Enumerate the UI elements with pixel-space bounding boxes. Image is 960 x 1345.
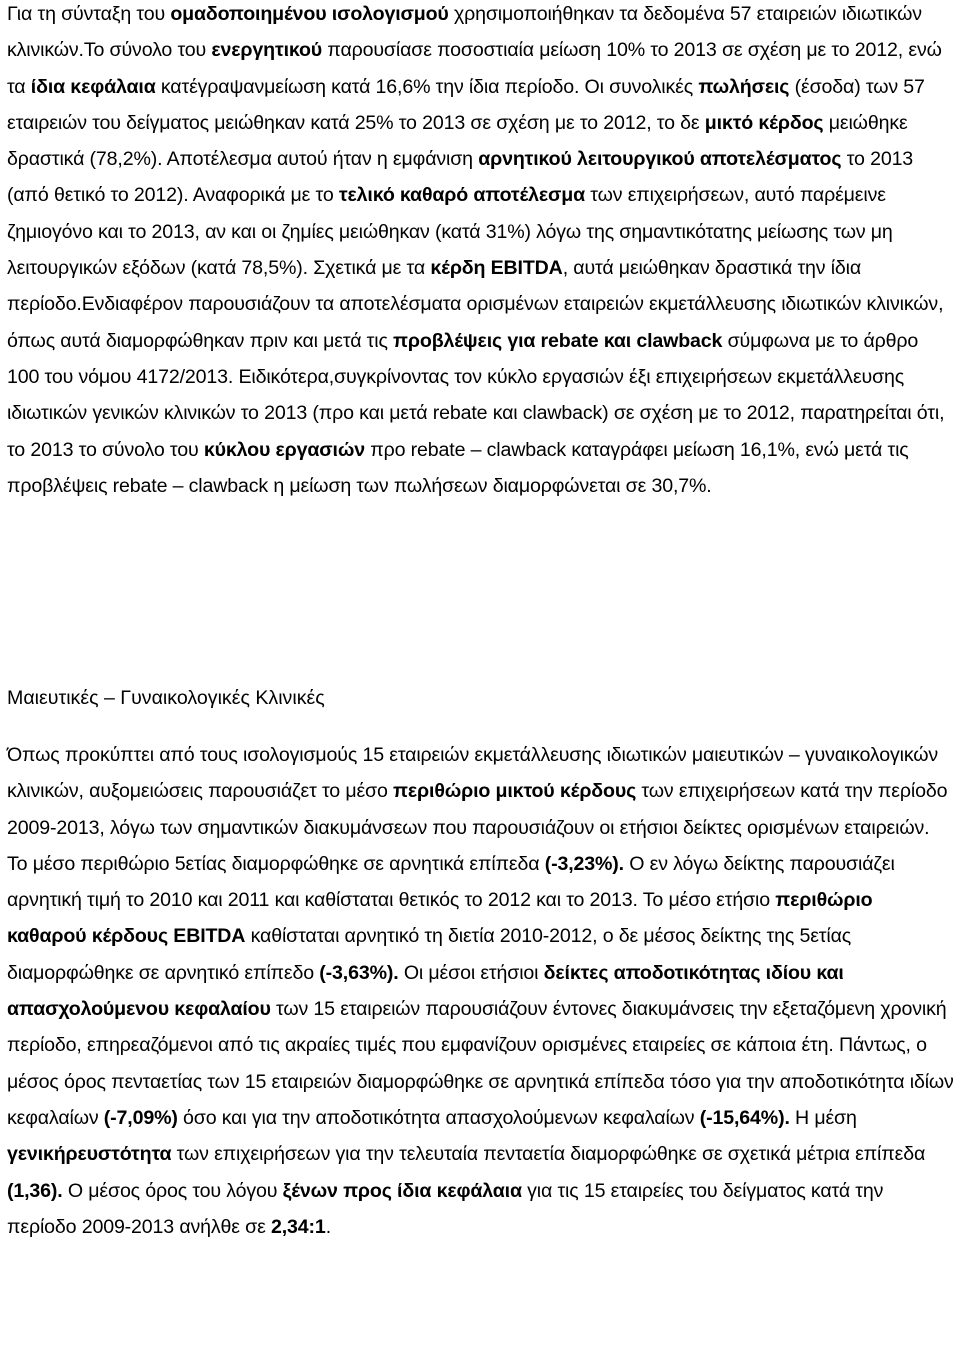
paragraph-private-clinics-balance-sheet [7, 0, 954, 504]
text-run: κατέγραψανμείωση κατά 16,6% την ίδια περίοδο. Οι συνολικές [155, 75, 699, 98]
text-run: όσο και για την αποδοτικότητα απασχολούμενων κεφαλαίων [177, 1106, 700, 1129]
text-run: Για τη σύνταξη του [7, 3, 171, 25]
text-run: Ο μέσος όρος του λόγου [62, 1179, 283, 1202]
text-run: Η μέση [789, 1106, 857, 1129]
emphasized-term: περιθώριο μικτού κέρδους [393, 780, 637, 803]
text-run: μειώθηκε δραστικά (78,2%). Αποτέλεσμα αυτού ήταν η εμφάνιση [7, 111, 908, 171]
text-run: χρησιμοποιήθηκαν τα δεδομένα 57 εταιρειών ιδιωτικών κλινικών.Το σύνολο του [7, 3, 922, 62]
text-run: των επιχειρήσεων κατά την περίοδο 2009-2013, λόγω των σημαντικών διακυμάνσεων που παρουσιάζουν οι ετήσιοι δείκτες ορισμένων εταιρειών. Το μέσο περιθώριο 5ετίας διαμορφώθηκε σε αρνητικά επίπεδα [7, 780, 948, 875]
section-heading-maternity-clinics: Μαιευτικές – Γυναικολογικές Κλινικές [7, 687, 325, 709]
text-run: . [325, 1215, 331, 1238]
paragraph-maternity-clinics-analysis [7, 737, 954, 1245]
emphasized-term: ίδια κεφάλαια [30, 75, 156, 98]
emphasized-term: ενεργητικού [211, 39, 323, 62]
emphasized-term: γενικήρευστότητα [7, 1143, 172, 1166]
emphasized-term: προβλέψεις για rebate και clawback [393, 329, 723, 352]
emphasized-term: (-3,63%). [319, 961, 399, 984]
text-run: , αυτά μειώθηκαν δραστικά την ίδια περίοδο.Ενδιαφέρον παρουσιάζουν τα αποτελέσματα ορισμένων εταιρειών εκμετάλλευσης ιδιωτικών κλινικών, όπως αυτά διαμορφώθηκαν πριν και μετά τις [7, 257, 944, 352]
text-run: των επιχειρήσεων, αυτό παρέμεινε ζημιογόνο και το 2013, αν και οι ζημίες μειώθηκαν (κατά 31%) λόγω της σημαντικότατης μείωσης των μη λειτουργικών εξόδων (κατά 78,5%). Σχετικά με τα [7, 184, 893, 280]
emphasized-term: ομαδοποιημένου ισολογισμού [170, 3, 449, 25]
emphasized-term: δείκτες αποδοτικότητας ιδίου και απασχολούμενου κεφαλαίου [7, 961, 844, 1021]
emphasized-term: τελικό καθαρό αποτέλεσμα [338, 184, 586, 207]
emphasized-term: ξένων προς ίδια κεφάλαια [282, 1179, 522, 1202]
emphasized-term: πωλήσεις [698, 75, 790, 98]
emphasized-term: περιθώριο καθαρού κέρδους EBITDA [7, 889, 873, 948]
emphasized-term: (-7,09%) [103, 1106, 178, 1129]
text-run: των επιχειρήσεων για την τελευταία πενταετία διαμορφώθηκε σε σχετικά μέτρια επίπεδα [171, 1143, 926, 1166]
text-run: σύμφωνα με το άρθρο 100 του νόμου 4172/2013. Ειδικότερα,συγκρίνοντας τον κύκλο εργασιών έξι επιχειρήσεων εκμετάλλευσης ιδιωτικών γενικών κλινικών το 2013 (προ και μετά rebate και clawback) σε σχέση με το 2012, παρατηρείται ότι, το 2013 το σύνολο του [7, 329, 945, 461]
text-run: το 2013 (από θετικό το 2012). Αναφορικά με το [7, 148, 914, 207]
text-run: παρουσίασε ποσοστιαία μείωση 10% το 2013 σε σχέση με το 2012, ενώ τα [7, 39, 942, 98]
emphasized-term: 2,34:1 [271, 1215, 326, 1238]
text-run: Οι μέσοι ετήσιοι [398, 961, 544, 984]
text-run: (έσοδα) των 57 εταιρειών του δείγματος μειώθηκαν κατά 25% το 2013 σε σχέση με το 2012, το δε [7, 75, 925, 134]
emphasized-term: (-15,64%). [699, 1106, 790, 1129]
text-run: Ο εν λόγω δείκτης παρουσιάζει αρνητική τιμή το 2010 και 2011 και καθίσταται θετικός το 2012 και το 2013. Το μέσο ετήσιο [7, 852, 895, 912]
text-run: για τις 15 εταιρείες του δείγματος κατά την περίοδο 2009-2013 ανήλθε σε [7, 1179, 884, 1238]
emphasized-term: μικτό κέρδος [704, 111, 824, 134]
text-run: προ rebate – clawback καταγράφει μείωση 16,1%, ενώ μετά τις προβλέψεις rebate – clawback η μείωση των πωλήσεων διαμορφώνεται σε 30,7%. [7, 438, 909, 497]
emphasized-term: κύκλου εργασιών [203, 438, 365, 461]
text-run: Όπως προκύπτει από τους ισολογισμούς 15 εταιρειών εκμετάλλευσης ιδιωτικών μαιευτικών – γυναικολογικών κλινικών, αυξομειώσεις παρουσιάζετ το μέσο [7, 744, 939, 803]
emphasized-term: (-3,23%). [544, 852, 624, 875]
text-run: καθίσταται αρνητικό τη διετία 2010-2012, ο δε μέσος δείκτης της 5ετίας διαμορφώθηκε σε αρνητικό επίπεδο [7, 925, 852, 984]
text-run: των 15 εταιρειών παρουσιάζουν έντονες διακυμάνσεις την εξεταζόμενη χρονική περίοδο, επηρεαζόμενοι από τις ακραίες τιμές που εμφανίζουν ορισμένες εταιρείες σε κάποια έτη. Πάντως, ο μέσος όρος πενταετίας των 15 εταιρειών διαμορφώθηκε σε αρνητικά επίπεδα τόσο για την αποδοτικότητα ιδίων κεφαλαίων [7, 998, 954, 1129]
emphasized-term: κέρδη EBITDA [430, 257, 563, 280]
emphasized-term: (1,36). [7, 1179, 63, 1202]
emphasized-term: αρνητικού λειτουργικού αποτελέσματος [478, 148, 842, 171]
